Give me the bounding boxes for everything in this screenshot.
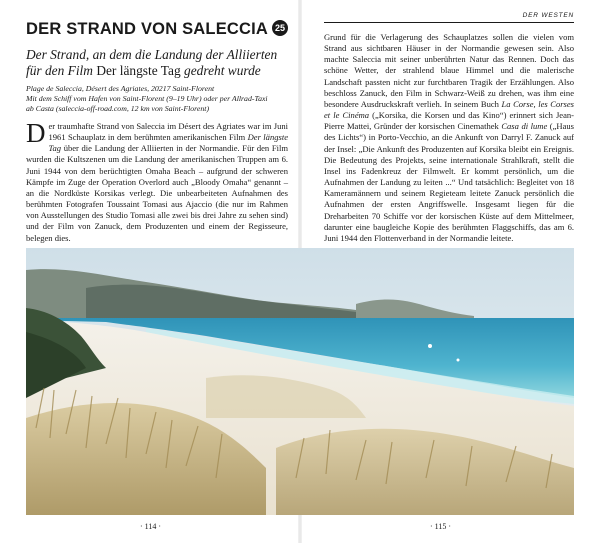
running-head-rule: [324, 22, 574, 23]
right-body-text: [324, 32, 574, 244]
address-line: ab Casta (saleccia-off-road.com, 12 km von Saint-Florent): [26, 104, 210, 113]
left-para-part-b: über die Landung der Alliierten in der Normandie. Für den Film wurden die Kultszenen um die Landung der amerikanischen Truppen am 6. Juni 1944 von dem berüchtigten Omaha Beach – aufgrund der schweren Kämpfe im Zuge der Operation Overlord auch „Bloody Omaha“ genannt – an die Nordküste Korsikas verlegt. Die unbearbeiteten Aufnahmen des berühmten Fotografen Toussaint Tomasi aus Ajaccio (die nur im Rahmen von Ausstellungen des Studio Tomasi alle zwei bis drei Jahre zu sehen sind) und der Film von Zanuck, dem Produzenten und einem der Regisseure, belegen dies.: [26, 143, 288, 243]
left-body-text: [26, 118, 288, 244]
number-badge: 25: [272, 20, 288, 36]
page-number-right: · 115 ·: [430, 522, 452, 531]
address-line: Mit dem Schiff vom Hafen von Saint-Florent (9–19 Uhr) oder per Allrad-Taxi: [26, 94, 268, 103]
drop-cap: D: [26, 118, 46, 148]
article-header: [26, 18, 288, 42]
address-line: Plage de Saleccia, Désert des Agriates, 20217 Saint-Florent: [26, 84, 215, 93]
cinematheque-name: Casa di lume: [501, 121, 548, 132]
address-block: [26, 84, 288, 114]
article-title: DER STRAND VON SALECCIA: [26, 20, 269, 38]
subtitle-film-title: Der längste Tag: [96, 63, 181, 78]
left-para-part-a: er traumhafte Strand von Saleccia im Désert des Agriates war im Juni 1961 Schauplatz in dem berühmten amerikanischen Film: [48, 121, 288, 143]
right-para-part-b: („Korsika, die Korsen und das Kino“) erinnert sich Jean-Pierre Mattei, Gründer der korsischen Cinemathek: [324, 110, 575, 132]
article-subtitle: [26, 47, 288, 79]
book-title: La Corse, les Corses et le Cinéma: [324, 98, 574, 121]
subtitle-part1: Der Strand, an dem die Landung der Alliierten für den Film: [26, 47, 278, 78]
running-head: DER WESTEN: [522, 12, 574, 19]
left-para-film-title: Der längste Tag: [48, 132, 288, 154]
right-para-part-a: Grund für die Verlagerung des Schauplatzes sollen die vielen vom Strand aus sichtbaren Häuser in der Normandie gewesen sein. Also machte Saleccia mit seiner unberührten Natur das Rennen. Doch das schöne Wetter, der strahlend blaue Himmel und die malerische Landschaft passten nicht zur furchtbaren Tragik der Erzählungen. Also beschloss Zanuck, den Film in Schwarz-Weiß zu drehen, was ihm eine besondere Ausdruckskraft verlieh. In seinem Buch: [324, 32, 574, 109]
subtitle-part2: gedreht wurde: [184, 63, 261, 78]
page-number-left: · 114 ·: [140, 522, 162, 531]
beach-photo-icon: [26, 248, 574, 515]
right-para-part-c: („Haus des Lichts“) in Porto-Vecchio, an die Ankunft von Darryl F. Zanuck auf der Insel: „Die Ankunft des Produzenten auf Korsika bleibt ein Ereignis. Die Bedeutung des Projekts, seine internationale Strahlkraft, stellt die Insel ins Fadenkreuz der Filmwelt. Er kommt persönlich, um die Aufnahmen der Landung zu leiten ...“ Und tatsächlich: Begleitet von 18 Kameramännern und seinem Regieteam leitete Zanuck persönlich die Aufnahmen der ersten Angriffswelle. Insgesamt liegen für die Dreharbeiten 70 Schiffe vor der korsischen Küste auf dem Mittelmeer, darunter eine baugleiche Kopie des berühmten Flaggschiffs, das am 6. Juni 1944 den Flottenverband in der Normandie leitete.: [324, 121, 575, 243]
beach-photo: [26, 248, 574, 515]
